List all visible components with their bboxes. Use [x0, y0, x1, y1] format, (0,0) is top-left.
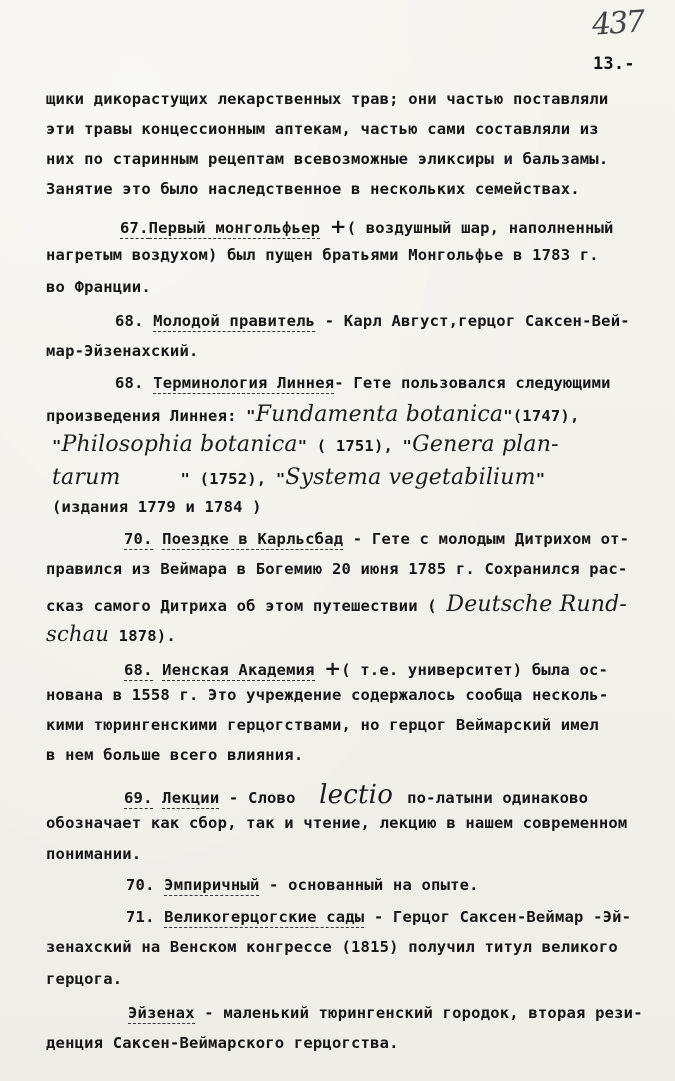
entry-number: 69.: [124, 789, 153, 807]
handwritten-title: Systema vegetabilium: [285, 465, 536, 490]
archive-folio-number: 437: [590, 4, 645, 43]
entry-term: Молодой правитель: [153, 312, 316, 330]
entry-text: ( воздушный шар, наполненный: [346, 219, 614, 237]
text-line: мар-Эйзенахский.: [46, 342, 199, 360]
entry-term: Эмпиричный: [164, 876, 260, 894]
text-line: во Франции.: [46, 278, 151, 296]
entry-term: Лекции: [162, 789, 220, 807]
entry-69-line: [124, 780, 588, 810]
entry-70-line: [126, 876, 479, 894]
text-line: нована в 1558 г. Это учреждение содержалось сообща несколь-: [46, 686, 609, 704]
entry-text: - Слово: [219, 789, 296, 807]
entry-text: - Гете пользовался следующими: [334, 374, 611, 392]
handwritten-title: Fundamenta botanica: [255, 402, 504, 427]
text-segment: произведения Линнея: ": [46, 407, 256, 425]
text-segment: сказ самого Дитриха об этом путешествии (: [46, 597, 437, 615]
text-line: [52, 465, 545, 490]
entry-term: Терминология Линнея: [153, 374, 335, 392]
text-segment: " ( 1751), ": [297, 437, 413, 455]
handwritten-title: Philosophia botanica: [61, 432, 298, 457]
entry-number: 70.: [126, 876, 155, 894]
entry-eisenach-line: [128, 1004, 643, 1022]
entry-term: Эйзенах: [128, 1004, 195, 1022]
handwritten-title: Genera plan-: [412, 432, 559, 457]
handwritten-mark: +: [329, 214, 347, 238]
entry-67-line: [120, 214, 614, 238]
entry-68-line: [115, 312, 630, 330]
text-line: зенахский на Венском конгрессе (1815) получил титул великого: [46, 938, 618, 956]
text-segment: 1878).: [118, 627, 176, 645]
handwritten-title: Deutsche Rund-: [446, 592, 628, 617]
text-line: них по старинным рецептам всевозможные эликсиры и бальзамы.: [46, 150, 609, 168]
handwritten-mark: +: [324, 656, 342, 680]
entry-term: Поездке в Карльсбад: [162, 530, 344, 548]
text-line: [46, 592, 627, 617]
text-line: кими тюрингенскими герцогствами, но герцог Веймарский имел: [46, 716, 599, 734]
text-line: правился из Веймара в Богемию 20 июня 1785 г. Сохранился рас-: [46, 560, 628, 578]
text-line: [52, 432, 559, 457]
entry-text: - Гете с молодым Дитрихом от-: [343, 530, 630, 548]
text-line: денция Саксен-Веймарского герцогства.: [46, 1034, 399, 1052]
text-line: [46, 622, 176, 646]
text-segment: " (1752), ": [180, 470, 286, 488]
text-line: в нем больше всего влияния.: [46, 746, 304, 764]
entry-text: - основанный на опыте.: [259, 876, 479, 894]
text-line: обозначает как сбор, так и чтение, лекцию в нашем современном: [46, 814, 628, 832]
entry-text: - Герцог Саксен-Веймар -Эй-: [364, 908, 632, 926]
text-line: [46, 402, 580, 427]
text-line: Занятие это было наследственное в нескольких семействах.: [46, 180, 580, 198]
entry-term: Первый монгольфьер: [148, 219, 321, 237]
text-line: эти травы концессионным аптекам, частью сами составляли из: [46, 120, 599, 138]
text-segment: ": [535, 470, 546, 488]
text-line: герцога.: [46, 970, 123, 988]
text-line: щики дикорастущих лекарственных трав; они частью поставляли: [46, 90, 609, 108]
handwritten-title: tarum: [52, 465, 121, 490]
entry-68-line: [124, 656, 608, 680]
entry-text: ( т.е. университет) была ос-: [341, 661, 609, 679]
entry-68-line: [115, 374, 611, 392]
entry-number: 71.: [126, 908, 155, 926]
entry-term: Великогерцогские сады: [164, 908, 365, 926]
entry-text: - маленький тюрингенский городок, вторая рези-: [194, 1004, 643, 1022]
entry-text: по-латыни одинаково: [407, 789, 589, 807]
text-segment: ": [52, 437, 62, 455]
entry-term: Иенская Академия: [162, 661, 315, 679]
handwritten-word: lectio: [319, 780, 394, 810]
page-number: 13.-: [593, 54, 635, 74]
entry-text: - Карл Август,герцог Саксен-Вей-: [315, 312, 630, 330]
text-line: нагретым воздухом) был пущен братьями Монгольфье в 1783 г.: [46, 246, 599, 264]
entry-number: 68.: [115, 374, 144, 392]
text-line: понимании.: [46, 845, 142, 863]
text-line: (издания 1779 и 1784 ): [52, 498, 262, 516]
entry-number: 68.: [124, 661, 153, 679]
handwritten-title: schau: [46, 622, 110, 646]
text-segment: "(1747),: [503, 407, 580, 425]
entry-number: 68.: [115, 312, 144, 330]
entry-71-line: [126, 908, 631, 926]
entry-70-line: [124, 530, 629, 548]
entry-number: 70.: [124, 530, 153, 548]
entry-number: 67.: [120, 219, 149, 237]
